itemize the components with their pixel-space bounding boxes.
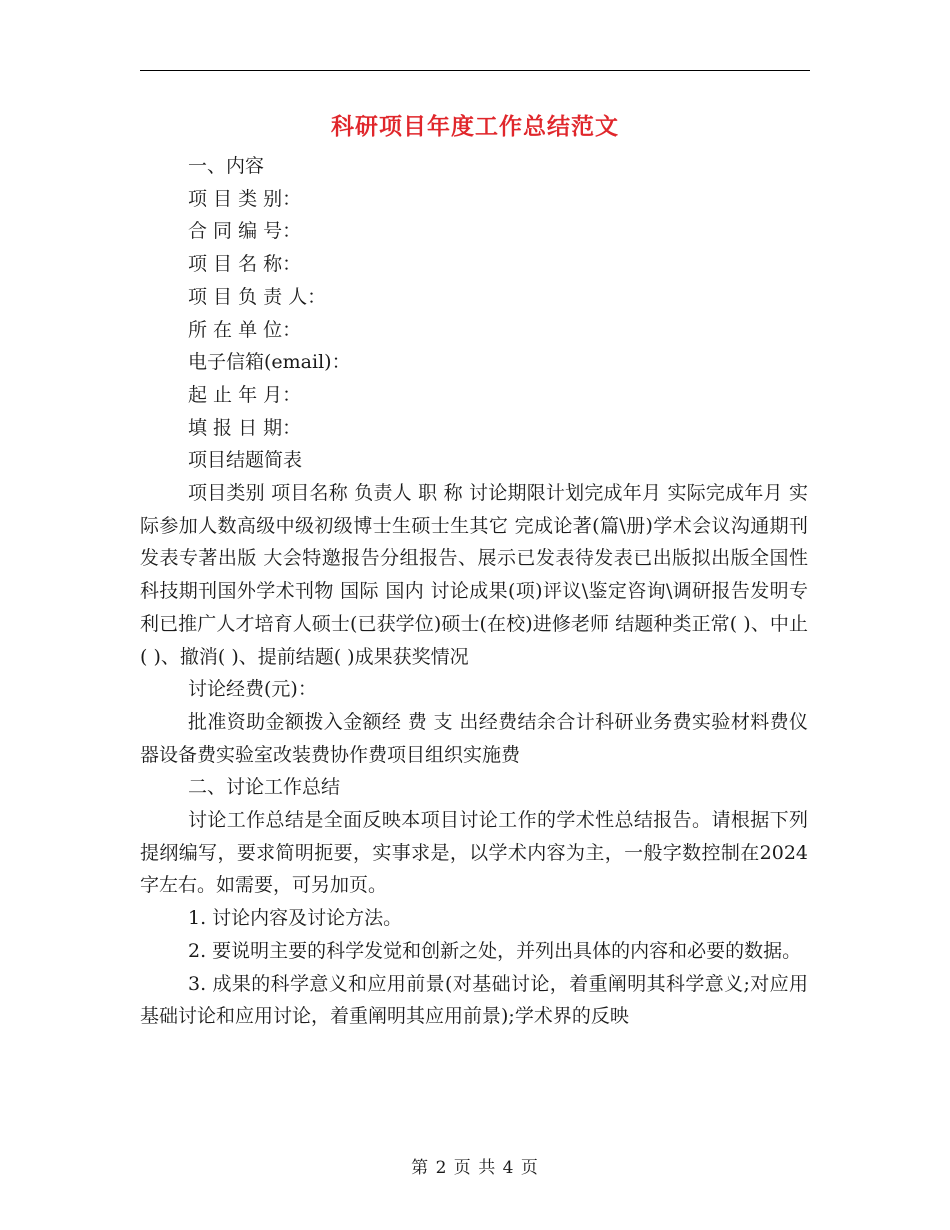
- header-rule: [140, 70, 810, 71]
- table-heading: 项目结题简表: [188, 449, 303, 472]
- outline-item-2: 2. 要说明主要的科学发觉和创新之处，并列出具体的内容和必要的数据。: [188, 939, 802, 962]
- funding-paragraph: 批准资助金额拨入金额经 费 支 出经费结余合计科研业务费实验材料费仪器设备费实验室改装费协作费项目组织实施费: [140, 710, 808, 766]
- field-start-end-date: 起 止 年 月：: [188, 383, 302, 406]
- summary-paragraph: 讨论工作总结是全面反映本项目讨论工作的学术性总结报告。请根据下列提纲编写，要求简明扼要，实事求是，以学术内容为主，一般字数控制在2024字左右。如需要，可另加页。: [140, 809, 808, 897]
- outline-item-3: 3. 成果的科学意义和应用前景(对基础讨论，着重阐明其科学意义;对应用基础讨论和应用讨论，着重阐明其应用前景);学术界的反映: [140, 972, 808, 1028]
- outline-item-1: 1. 讨论内容及讨论方法。: [188, 907, 403, 930]
- page-number: 第 2 页 共 4 页: [411, 1158, 539, 1178]
- section-heading-content: 一、内容: [188, 155, 265, 177]
- field-contract-number: 合 同 编 号：: [188, 220, 302, 243]
- document-body: [140, 150, 808, 1033]
- document-title: 科研项目年度工作总结范文: [331, 113, 619, 140]
- field-email: 电子信箱(email)：: [188, 351, 351, 374]
- table-summary-paragraph: 项目类别 项目名称 负责人 职 称 讨论期限计划完成年月 实际完成年月 实际参加人数高级中级初级博士生硕士生其它 完成论著(篇\册)学术会议沟通期刊发表专著出版 大会特邀报告分组报告、展示已发表待发表已出版拟出版全国性科技期刊国外学术刊物 国际 国内 讨论成果(项)评议\鉴定咨询\调研报告发明专利已推广人才培育人硕士(已获学位)硕士(在校)进修老师 结题种类正常( )、中止( )、撤消( )、提前结题( )成果获奖情况: [140, 482, 808, 668]
- funding-heading: 讨论经费(元)：: [188, 678, 317, 701]
- section-heading-summary: 二、讨论工作总结: [188, 776, 341, 799]
- field-project-name: 项 目 名 称：: [188, 253, 302, 276]
- field-project-leader: 项 目 负 责 人：: [188, 285, 327, 308]
- field-report-date: 填 报 日 期：: [188, 416, 302, 439]
- field-project-category: 项 目 类 别：: [188, 187, 302, 210]
- field-organization: 所 在 单 位：: [188, 318, 302, 341]
